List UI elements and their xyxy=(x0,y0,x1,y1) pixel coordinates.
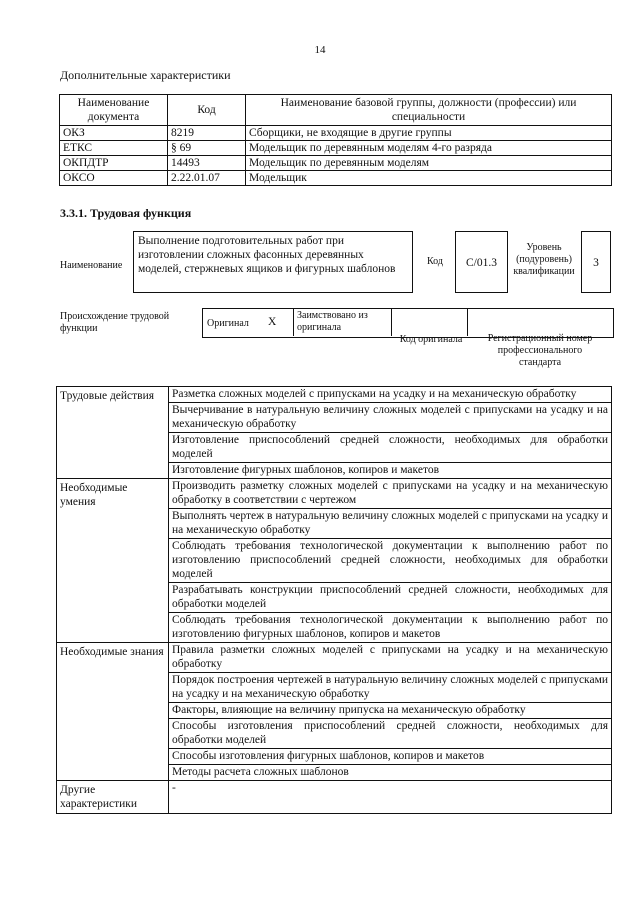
table-row xyxy=(57,479,612,509)
list-item: Факторы, влияющие на величину припуска на механическую обработку xyxy=(169,703,612,719)
list-item: Выполнять чертеж в натуральную величину сложных моделей с припусками на усадку и на механическую обработку xyxy=(169,509,612,539)
table-row xyxy=(57,643,612,673)
cell-doc: ОКЗ xyxy=(60,126,168,141)
cell-doc: ОКСО xyxy=(60,171,168,186)
cell-name: Модельщик по деревянным моделям 4-го разряда xyxy=(246,141,612,156)
origin-code-label: Код оригинала xyxy=(399,334,463,345)
list-item: Производить разметку сложных моделей с припусками на усадку и на механическую обработку в соответствии с чертежом xyxy=(169,479,612,509)
list-item: Способы изготовления фигурных шаблонов, копиров и макетов xyxy=(169,749,612,765)
table-row xyxy=(60,141,612,156)
original-label: Оригинал xyxy=(207,318,249,329)
additional-characteristics-table xyxy=(59,94,612,186)
cell-code: 14493 xyxy=(168,156,246,171)
header-doc-name: Наименование документа xyxy=(60,95,168,126)
list-item: Разметка сложных моделей с припусками на усадку и на механическую обработку xyxy=(169,387,612,403)
original-mark: X xyxy=(268,316,277,328)
page-number: 14 xyxy=(314,44,326,56)
table-row xyxy=(60,126,612,141)
list-item: Вычерчивание в натуральную величину сложных моделей с припусками на усадку и на механическую обработку xyxy=(169,403,612,433)
table-row xyxy=(57,387,612,403)
header-code: Код xyxy=(168,95,246,126)
name-label: Наименование xyxy=(60,260,123,271)
table-row xyxy=(57,781,612,814)
table-row xyxy=(60,156,612,171)
list-item: Порядок построения чертежей в натуральную величину сложных моделей с припусками на усадку и на механическую обработку xyxy=(169,673,612,703)
cell-doc: ЕТКС xyxy=(60,141,168,156)
labor-function-heading: 3.3.1. Трудовая функция xyxy=(60,206,192,220)
table-header-row xyxy=(60,95,612,126)
list-item: Соблюдать требования технологической документации к выполнению работ по изготовлению приспособлений средней сложности, необходимых для обработки моделей xyxy=(169,539,612,583)
labor-function-details-table xyxy=(56,386,612,814)
cell-name: Сборщики, не входящие в другие группы xyxy=(246,126,612,141)
labor-function-code: C/01.3 xyxy=(455,231,508,293)
table-row xyxy=(60,171,612,186)
cell-name: Модельщик по деревянным моделям xyxy=(246,156,612,171)
additional-characteristics-title: Дополнительные характеристики xyxy=(60,68,231,82)
qualification-level-label: Уровень (подуровень) квалификации xyxy=(513,242,575,277)
list-item: Правила разметки сложных моделей с припусками на усадку и на механическую обработку xyxy=(169,643,612,673)
list-item: Способы изготовления приспособлений средней сложности, необходимых для обработки моделей xyxy=(169,719,612,749)
cell-code: 8219 xyxy=(168,126,246,141)
cell-code: 2.22.01.07 xyxy=(168,171,246,186)
list-item: Методы расчета сложных шаблонов xyxy=(169,765,612,781)
list-item: - xyxy=(169,781,612,814)
list-item: Разрабатывать конструкции приспособлений средней сложности, необходимых для обработки моделей xyxy=(169,583,612,613)
section-label: Необходимые знания xyxy=(57,643,169,781)
cell-name: Модельщик xyxy=(246,171,612,186)
section-label: Трудовые действия xyxy=(57,387,169,479)
qualification-level-value: 3 xyxy=(581,231,611,293)
divider xyxy=(467,308,468,336)
divider xyxy=(391,308,392,336)
code-label: Код xyxy=(427,256,443,267)
cell-doc: ОКПДТР xyxy=(60,156,168,171)
labor-function-name: Выполнение подготовительных работ при изготовлении сложных фасонных деревянных моделей, стержневых ящиков и фигурных шаблонов xyxy=(133,231,413,293)
list-item: Изготовление приспособлений средней сложности, необходимых для обработки моделей xyxy=(169,433,612,463)
list-item: Соблюдать требования технологической документации к выполнению работ по изготовлению фигурных шаблонов, копиров и макетов xyxy=(169,613,612,643)
cell-code: § 69 xyxy=(168,141,246,156)
reg-number-label: Регистрационный номер профессионального стандарта xyxy=(487,333,593,368)
origin-label: Происхождение трудовой функции xyxy=(60,311,170,334)
section-label: Другие характеристики xyxy=(57,781,169,814)
divider xyxy=(293,308,294,336)
section-label: Необходимые умения xyxy=(57,479,169,643)
header-group-name: Наименование базовой группы, должности (профессии) или специальности xyxy=(246,95,612,126)
borrowed-label: Заимствовано из оригинала xyxy=(297,310,368,333)
list-item: Изготовление фигурных шаблонов, копиров и макетов xyxy=(169,463,612,479)
